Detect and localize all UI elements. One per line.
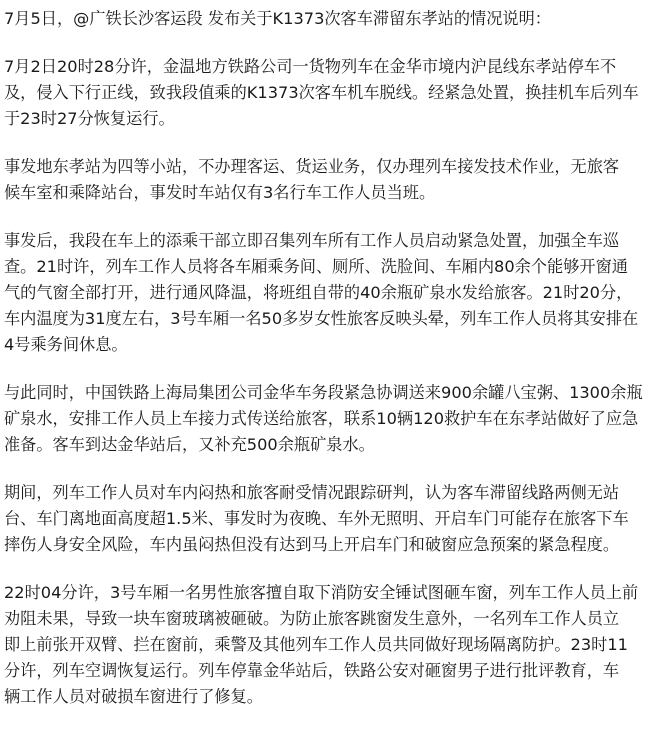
text-line: 即上前张开双臂、拦在窗前，乘警及其他列车工作人员共同做好现场隔离防护。23时11 [4, 635, 628, 654]
text-line: 事发地东孝站为四等小站，不办理客运、货运业务，仅办理列车接发技术作业，无旅客 [4, 157, 620, 176]
text-line: 摔伤人身安全风险，车内虽闷热但没有达到马上开启车门和破窗应急预案的紧急程度。 [4, 535, 620, 554]
text-line: 气的气窗全部打开，进行通风降温，将班组自带的40余瓶矿泉水发给旅客。21时20分， [4, 283, 633, 302]
text-line: 矿泉水，安排工作人员上车接力式传送给旅客，联系10辆120救护车在东孝站做好了应急 [4, 409, 639, 428]
text-line: 分许，列车空调恢复运行。列车停靠金华站后，铁路公安对砸窗男子进行批评教育，车 [4, 661, 620, 680]
paragraph-window [4, 580, 651, 710]
text-line: 台、车门离地面高度超1.5米、事发时为夜晚、车外无照明、开启车门可能存在旅客下车 [4, 509, 629, 528]
paragraph-incident [4, 54, 651, 132]
text-line: 查。21时许，列车工作人员将各车厢乘务间、厕所、洗脸间、车厢内80余个能够开窗通 [4, 257, 628, 276]
text-line: 候车室和乘降站台，事发时车站仅有3名行车工作人员当班。 [4, 183, 436, 202]
text-line: 辆工作人员对破损车窗进行了修复。 [4, 687, 263, 706]
text-line: 于23时27分恢复运行。 [4, 109, 175, 128]
text-line: 及，侵入下行正线，致我段值乘的K1373次客车机车脱线。经紧急处置，换挂机车后列车 [4, 83, 639, 102]
paragraph-assessment [4, 480, 651, 558]
text-line: 4号乘务间休息。 [4, 335, 128, 354]
paragraph-station [4, 154, 651, 206]
paragraph-intro [4, 6, 651, 32]
text-line: 7月5日，@广铁长沙客运段 发布关于K1373次客车滞留东孝站的情况说明： [4, 9, 551, 28]
text-line: 劝阻未果，导致一块车窗玻璃被砸破。为防止旅客跳窗发生意外，一名列车工作人员立 [4, 609, 620, 628]
text-line: 车内温度为31度左右，3号车厢一名50多岁女性旅客反映头晕，列车工作人员将其安排在 [4, 309, 639, 328]
paragraph-coordination [4, 380, 651, 458]
text-line: 与此同时，中国铁路上海局集团公司金华车务段紧急协调送来900余罐八宝粥、1300余瓶 [4, 383, 643, 402]
text-line: 22时04分许，3号车厢一名男性旅客擅自取下消防安全锤试图砸车窗，列车工作人员上前 [4, 583, 639, 602]
text-line: 准备。客车到达金华站后，又补充500余瓶矿泉水。 [4, 435, 375, 454]
paragraph-response [4, 228, 651, 358]
text-line: 7月2日20时28分许，金温地方铁路公司一货物列车在金华市境内沪昆线东孝站停车不 [4, 57, 617, 76]
text-line: 事发后，我段在车上的添乘干部立即召集列车所有工作人员启动紧急处置，加强全车巡 [4, 231, 620, 250]
text-line: 期间，列车工作人员对车内闷热和旅客耐受情况跟踪研判，认为客车滞留线路两侧无站 [4, 483, 620, 502]
